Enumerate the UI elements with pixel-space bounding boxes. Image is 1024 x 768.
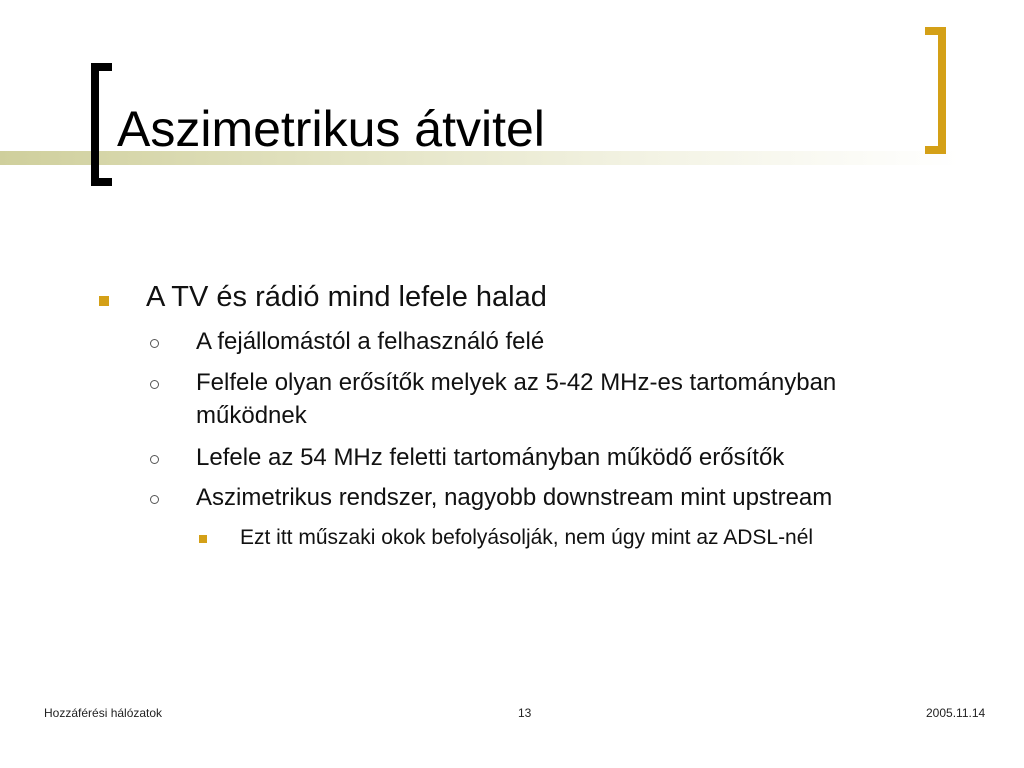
bullet-level3: Ezt itt műszaki okok befolyásolják, nem úgy mint az ADSL-nél: [240, 526, 814, 549]
footer-page-number: 13: [518, 706, 532, 720]
slide-title: Aszimetrikus átvitel: [117, 101, 545, 157]
bullet-level2: Lefele az 54 MHz feletti tartományban működő erősítők: [196, 444, 785, 471]
small-square-bullet-icon: [199, 535, 207, 543]
left-bracket-icon: [91, 63, 112, 186]
bullet-level1: A TV és rádió mind lefele halad: [146, 281, 547, 313]
right-bracket-icon: [925, 27, 946, 154]
footer-title: Hozzáférési hálózatok: [44, 706, 163, 720]
bullet-level2: Felfele olyan erősítők melyek az 5-42 MHz-es tartományban: [196, 369, 837, 396]
circle-bullet-icon: [150, 339, 159, 348]
footer-date: 2005.11.14: [926, 706, 986, 720]
bullet-level2: Aszimetrikus rendszer, nagyobb downstream mint upstream: [196, 484, 833, 511]
bullet-level2: A fejállomástól a felhasználó felé: [196, 328, 545, 355]
square-bullet-icon: [99, 296, 109, 306]
circle-bullet-icon: [150, 455, 159, 464]
bullet-level2-continuation: működnek: [196, 402, 307, 429]
circle-bullet-icon: [150, 495, 159, 504]
circle-bullet-icon: [150, 380, 159, 389]
